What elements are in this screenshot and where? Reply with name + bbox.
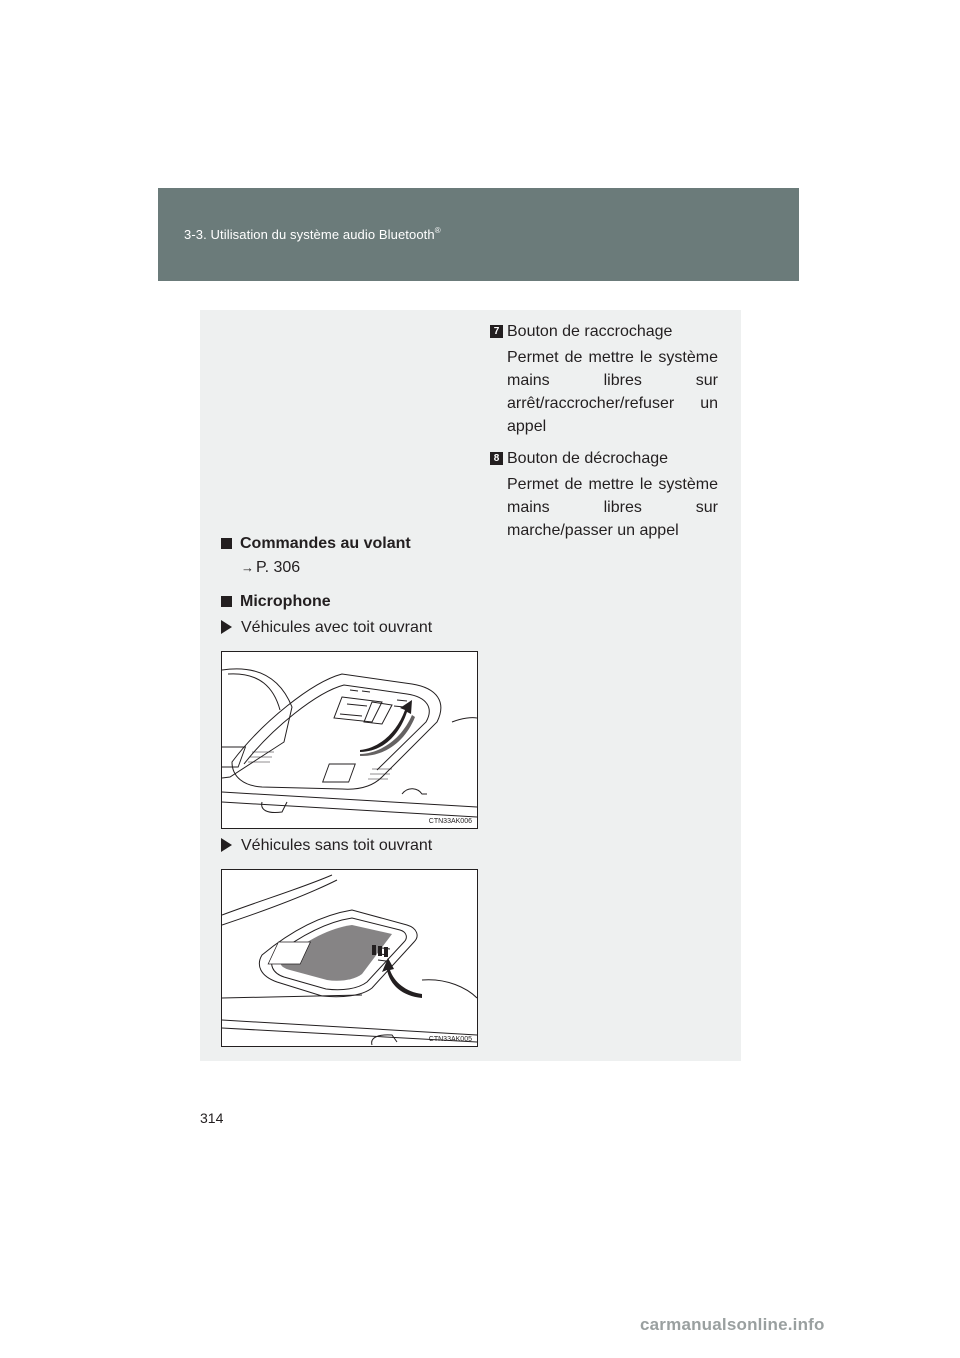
button-descriptions	[493, 320, 718, 551]
item-title: Bouton de décrochage	[507, 450, 669, 467]
overhead-console-sunroof-illustration	[222, 652, 477, 828]
item-description: Permet de mettre le système mains libres sur marche/passer un appel	[507, 476, 718, 539]
overhead-light-no-sunroof-illustration	[222, 870, 477, 1046]
registered-mark: ®	[434, 226, 441, 235]
item-title: Bouton de raccrochage	[507, 323, 673, 340]
without-sunroof-label: Véhicules sans toit ouvrant	[221, 837, 432, 855]
figure-code: CTN33AK006	[428, 818, 472, 825]
item-heading	[493, 320, 718, 343]
page-number: 314	[200, 1110, 224, 1126]
square-bullet-icon	[221, 538, 232, 549]
chapter-header	[158, 188, 799, 281]
footer-watermark[interactable]: carmanualsonline.info	[640, 1315, 825, 1334]
triangle-bullet-icon	[221, 838, 232, 852]
figure-without-sunroof	[221, 869, 478, 1047]
number-badge: 8	[490, 452, 503, 465]
with-sunroof-label: Véhicules avec toit ouvrant	[221, 619, 432, 637]
content-panel	[200, 310, 741, 1061]
square-bullet-icon	[221, 596, 232, 607]
item-description: Permet de mettre le système mains libres sur arrêt/raccrocher/refuser un appel	[507, 349, 718, 435]
arrow-right-icon: →	[241, 560, 254, 575]
page-reference[interactable]: → P. 306	[241, 559, 301, 576]
triangle-bullet-icon	[221, 620, 232, 634]
list-item	[493, 320, 718, 438]
list-item	[493, 447, 718, 542]
number-badge: 7	[490, 325, 503, 338]
item-heading	[493, 447, 718, 470]
chapter-title: 3-3. Utilisation du système audio Bluetooth®	[184, 226, 441, 242]
figure-code: CTN33AK005	[428, 1036, 472, 1043]
section-steering-controls: Commandes au volant	[221, 535, 411, 553]
section-microphone: Microphone	[221, 593, 331, 611]
figure-with-sunroof	[221, 651, 478, 829]
